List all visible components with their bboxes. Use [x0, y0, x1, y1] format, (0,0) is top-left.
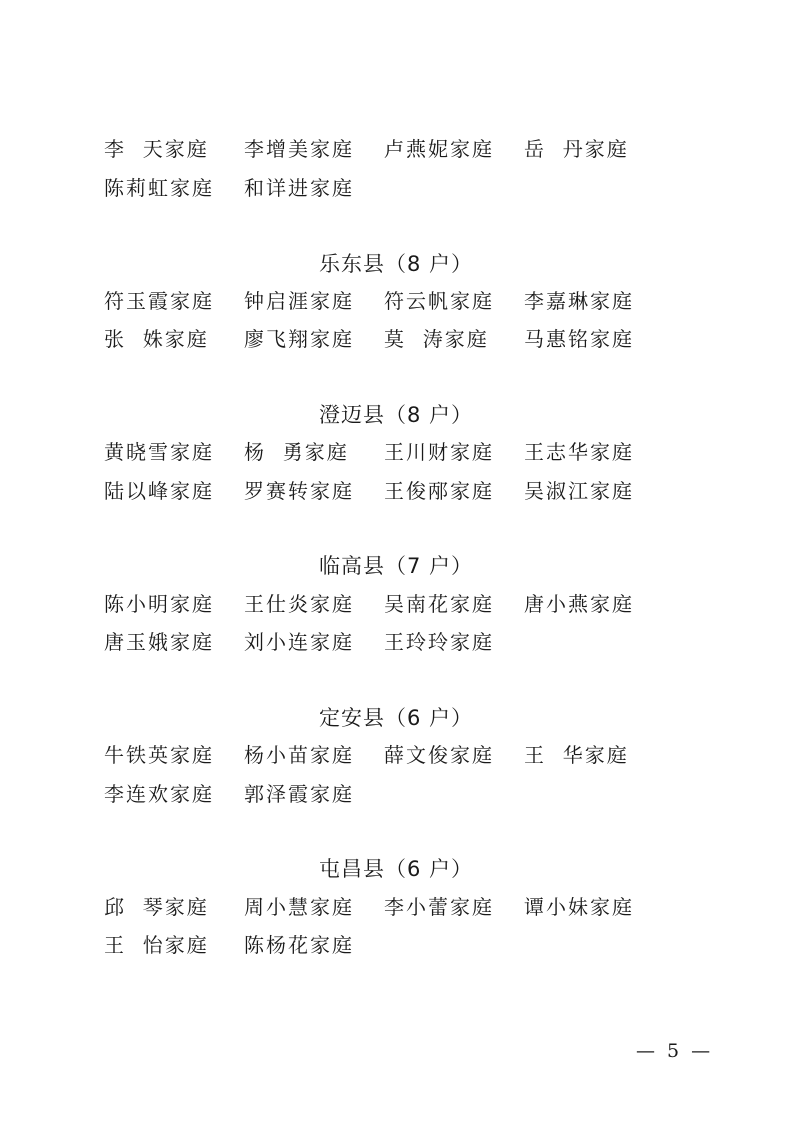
family-name: 卢燕妮家庭: [384, 137, 494, 161]
family-name: 王 华家庭: [524, 743, 629, 767]
family-name: 李 天家庭: [104, 137, 209, 161]
family-name: 李小蕾家庭: [384, 895, 494, 919]
family-name: 王志华家庭: [524, 440, 634, 464]
family-name: 王川财家庭: [384, 440, 494, 464]
family-name: 李连欢家庭: [104, 782, 214, 806]
family-name: 陆以峰家庭: [104, 479, 214, 503]
family-name: 陈杨花家庭: [244, 933, 354, 957]
family-name: 吴淑江家庭: [524, 479, 634, 503]
family-name: 薛文俊家庭: [384, 743, 494, 767]
family-name: 杨小苗家庭: [244, 743, 354, 767]
family-name: 符玉霞家庭: [104, 289, 214, 313]
section-heading: 乐东县（8 户）: [318, 252, 474, 276]
family-name: 李嘉琳家庭: [524, 289, 634, 313]
family-name: 符云帆家庭: [384, 289, 494, 313]
section-heading: 屯昌县（6 户）: [318, 857, 474, 881]
family-name: 陈小明家庭: [104, 592, 214, 616]
family-name: 岳 丹家庭: [524, 137, 629, 161]
family-name: 王玲玲家庭: [384, 630, 494, 654]
family-name: 钟启涯家庭: [244, 289, 354, 313]
family-name: 王仕炎家庭: [244, 592, 354, 616]
family-name: 刘小连家庭: [244, 630, 354, 654]
family-name: 马惠铭家庭: [524, 327, 634, 351]
family-name: 牛铁英家庭: [104, 743, 214, 767]
family-name: 王 怡家庭: [104, 933, 209, 957]
family-name: 杨 勇家庭: [244, 440, 349, 464]
family-name: 吴南花家庭: [384, 592, 494, 616]
family-name: 唐玉娥家庭: [104, 630, 214, 654]
family-name: 王俊邴家庭: [384, 479, 494, 503]
family-name: 罗赛转家庭: [244, 479, 354, 503]
family-name: 郭泽霞家庭: [244, 782, 354, 806]
family-name: 唐小燕家庭: [524, 592, 634, 616]
page-number: — 5 —: [636, 1040, 714, 1062]
family-name: 和详进家庭: [244, 176, 354, 200]
section-heading: 临高县（7 户）: [318, 554, 474, 578]
family-name: 李增美家庭: [244, 137, 354, 161]
family-name: 张 姝家庭: [104, 327, 209, 351]
family-name: 莫 涛家庭: [384, 327, 489, 351]
family-name: 周小慧家庭: [244, 895, 354, 919]
family-name: 陈莉虹家庭: [104, 176, 214, 200]
family-name: 谭小妹家庭: [524, 895, 634, 919]
family-name: 廖飞翔家庭: [244, 327, 354, 351]
family-name: 黄晓雪家庭: [104, 440, 214, 464]
family-name: 邱 琴家庭: [104, 895, 209, 919]
section-heading: 澄迈县（8 户）: [318, 403, 474, 427]
section-heading: 定安县（6 户）: [318, 706, 474, 730]
